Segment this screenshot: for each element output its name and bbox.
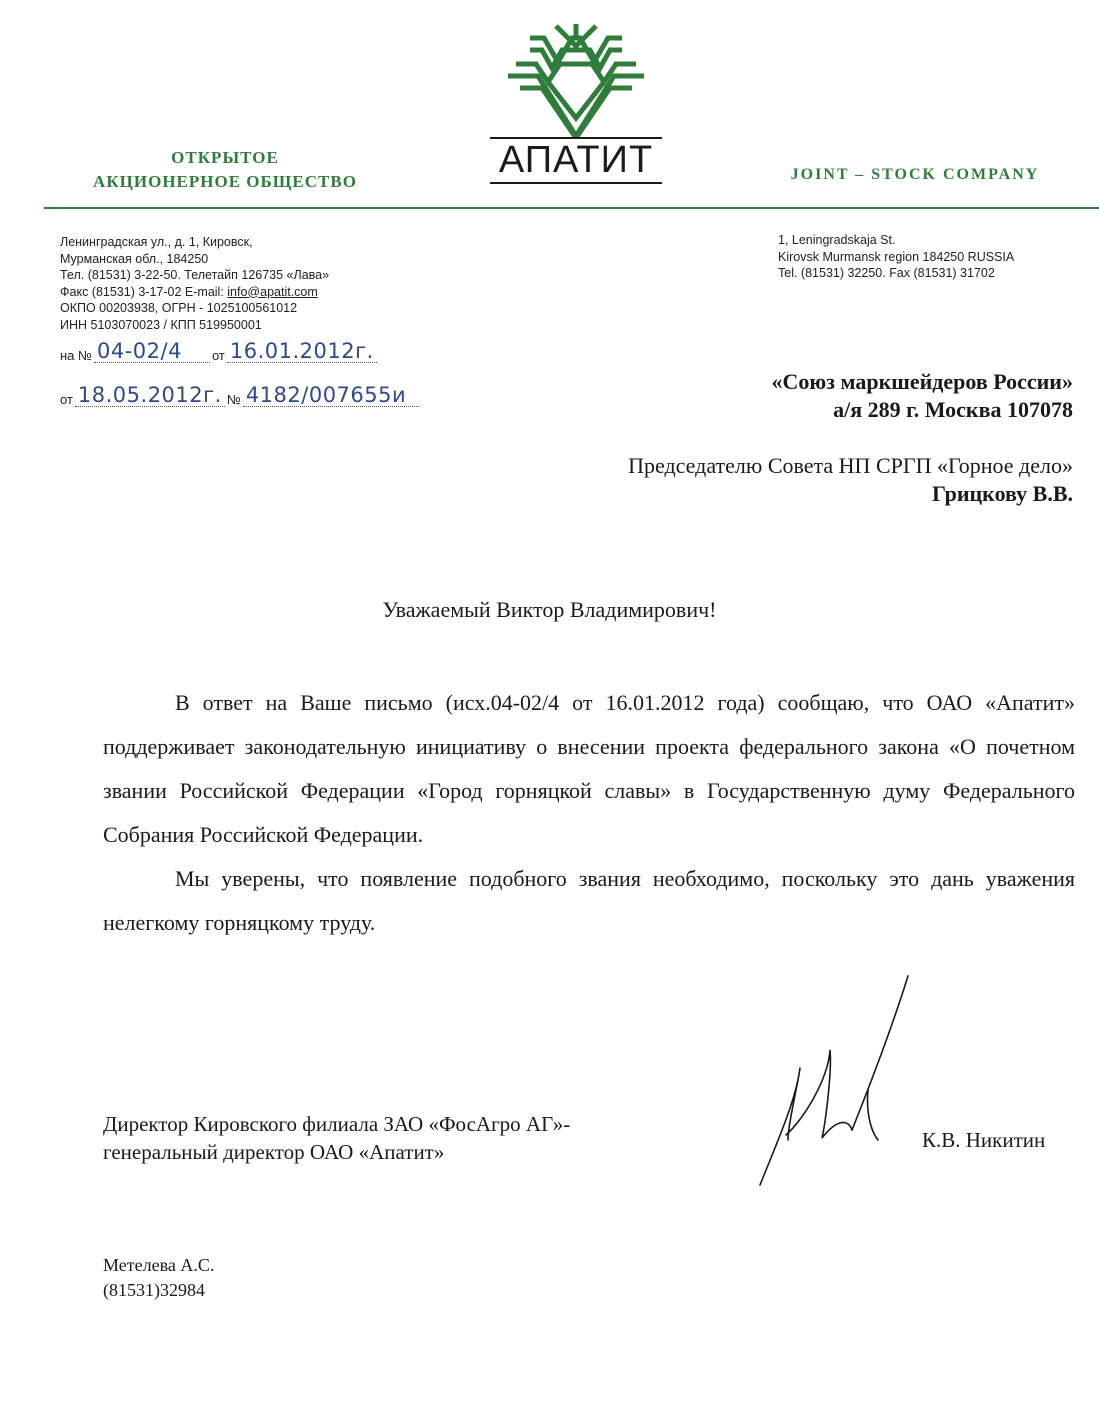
ref-incoming-number: 04-02/4	[94, 340, 210, 363]
fax-label: Факс (81531) 3-17-02 E-mail:	[60, 284, 228, 299]
address-en-line3: Tel. (81531) 32250. Fax (81531) 31702	[778, 266, 995, 280]
ref-incoming-date: 16.01.2012г.	[227, 340, 377, 363]
signatory-title-line1: Директор Кировского филиала ЗАО «ФосАгро АГ»-	[103, 1112, 571, 1136]
signatory-title-line2: генеральный директор ОАО «Апатит»	[103, 1140, 445, 1164]
executor-contact	[103, 1253, 214, 1303]
logo-wordmark: АПАТИТ	[498, 139, 654, 181]
address-ru-line2: Мурманская обл., 184250	[60, 251, 209, 266]
address-ru-line6: ИНН 5103070023 / КПП 519950001	[60, 317, 262, 332]
address-ru-line3: Тел. (81531) 3-22-50. Телетайп 126735 «Лава»	[60, 268, 330, 282]
ref-na-label: на №	[60, 348, 92, 363]
logo-rule-bottom	[490, 182, 662, 184]
address-en	[778, 232, 1078, 282]
addressee-organization-address: а/я 289 г. Москва 107078	[833, 397, 1073, 422]
body-paragraph-2: Мы уверены, что появление подобного звания необходимо, поскольку это дань уважения нелегкому горняцкому труду.	[103, 866, 1075, 935]
company-type-ru-line1: ОТКРЫТОЕ	[171, 148, 279, 167]
company-type-en: JOINT – STOCK COMPANY	[790, 166, 1040, 183]
addressee-organization	[771, 368, 1073, 424]
addressee-person	[628, 452, 1073, 508]
ref-outgoing-number: 4182/007655и	[243, 384, 419, 407]
addressee-person-position: Председателю Совета НП СРГП «Горное дело»	[628, 453, 1073, 478]
executor-phone: (81531)32984	[103, 1280, 205, 1300]
address-ru-line5: ОКПО 00203938, ОГРН - 1025100561012	[60, 301, 298, 315]
signatory-name: К.В. Никитин	[922, 1128, 1046, 1152]
handwritten-signature	[748, 970, 928, 1200]
ref-no-label: №	[226, 392, 241, 407]
header-divider	[44, 207, 1099, 209]
body-paragraph-1: В ответ на Ваше письмо (исх.04-02/4 от 16.01.2012 года) сообщаю, что ОАО «Апатит» поддерживает законодательную инициативу о внесении проекта федерального закона «О почетном звании Российской Федерации «Город горняцкой славы» в Государственную думу Федерального Собрания Российской Федерации.	[103, 690, 1075, 847]
incoming-reference	[60, 340, 377, 363]
address-ru-line1: Ленинградская ул., д. 1, Кировск,	[60, 235, 253, 249]
ref-ot-label: от	[211, 348, 225, 363]
address-en-line2: Kirovsk Murmansk region 184250 RUSSIA	[778, 249, 1015, 264]
outgoing-reference	[60, 384, 419, 407]
ref-outgoing-date: 18.05.2012г.	[75, 384, 225, 407]
email-link[interactable]: info@apatit.com	[227, 284, 318, 299]
executor-name: Метелева А.С.	[103, 1255, 215, 1275]
address-ru	[60, 234, 420, 333]
company-type-ru	[40, 146, 410, 194]
addressee-organization-name: «Союз маркшейдеров России»	[771, 369, 1073, 394]
addressee-person-name: Грицкову В.В.	[931, 481, 1073, 506]
letter-body	[103, 681, 1075, 945]
address-ru-line4	[60, 284, 420, 301]
company-type-ru-line2: АКЦИОНЕРНОЕ ОБЩЕСТВО	[93, 172, 357, 191]
address-en-line1: 1, Leningradskaja St.	[778, 233, 896, 247]
ref-ot2-label: от	[60, 392, 73, 407]
signatory-title	[103, 1110, 570, 1166]
greeting: Уважаемый Виктор Владимирович!	[382, 597, 717, 622]
